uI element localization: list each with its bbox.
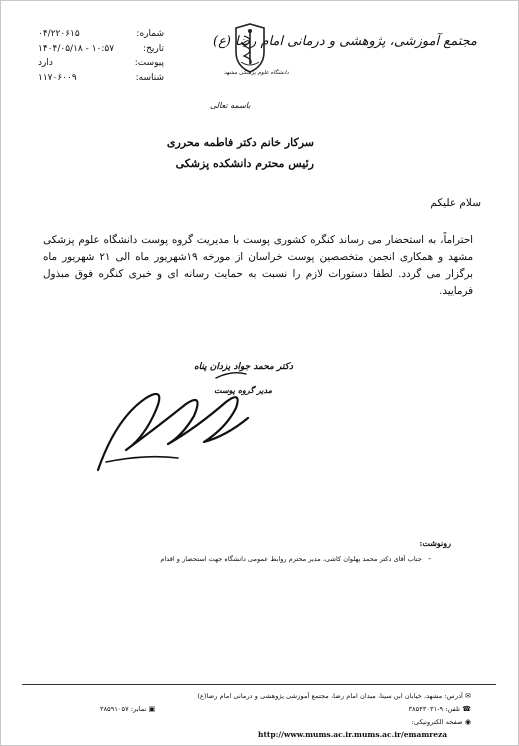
footer-address bbox=[197, 692, 471, 700]
mail-icon: ✉ bbox=[462, 692, 471, 700]
footer-website-label-text: صفحه الکترونیکی: bbox=[411, 718, 463, 726]
footer-website-link[interactable]: http://www.mums.ac.ir.mums.ac.ir/emamreza bbox=[258, 730, 448, 739]
letter-metadata bbox=[38, 27, 164, 85]
meta-value: ۰۴/۲۲۰۶۱۵ bbox=[38, 29, 80, 39]
footer-phone-text: تلفن: ۹-۳۸۵۴۳۰۳۱ bbox=[408, 705, 461, 713]
letter-body: احتراماً، به استحضار می رساند کنگره کشوری پوست با مدیریت گروه پوست دانشگاه علوم پزشکی مشهد و همکاری انجمن متخصصین پوست خراسان از مورخه ۱۹شهریور ماه الی ۲۱ شهریور ماه برگزار می گردد. لطفا دستورات لازم را نسبت به حمایت رسانه ای و خبری کنگره فوق مبذول فرمایید. bbox=[43, 234, 473, 297]
footer-fax-text: نمابر: ۳۸۵۹۱۰۵۷ bbox=[100, 705, 147, 713]
bismillah-heading: باسمه تعالی bbox=[210, 101, 251, 110]
footer-website-label bbox=[412, 718, 471, 726]
handwritten-signature bbox=[86, 358, 256, 478]
footer-phone bbox=[409, 705, 472, 713]
greeting: سلام علیکم bbox=[430, 197, 481, 209]
meta-id bbox=[38, 71, 164, 86]
meta-value: دارد bbox=[38, 58, 53, 68]
meta-value: ۱۱۷۰۶۰۰۹ bbox=[38, 72, 77, 83]
meta-label: تاریخ: bbox=[143, 43, 164, 54]
cc-bullet: - bbox=[428, 554, 431, 563]
meta-label: پیوست: bbox=[134, 58, 164, 68]
meta-value: ۱۴۰۴/۰۵/۱۸ - ۱۰:۵۷ bbox=[38, 43, 115, 54]
footer-address-text: آدرس: مشهد، خیابان ابن سینا، میدان امام رضا، مجتمع آموزشی پژوهشی و درمانی امام رضا(ع) bbox=[197, 692, 463, 700]
fax-icon: ▣ bbox=[146, 705, 156, 713]
signatory-title: مدیر گروه پوست bbox=[214, 385, 272, 395]
meta-label: شماره: bbox=[136, 29, 164, 39]
footer-divider bbox=[22, 684, 496, 685]
meta-number bbox=[38, 27, 164, 42]
signatory-name: دکتر محمد جواد یزدان پناه bbox=[193, 362, 293, 372]
cc-recipient: جناب آقای دکتر محمد پهلوان کاشی، مدیر محترم روابط عمومی دانشگاه جهت استحضار و اقدام bbox=[160, 555, 422, 563]
phone-icon: ☎ bbox=[460, 705, 471, 713]
addressee-block bbox=[167, 132, 314, 174]
meta-date bbox=[38, 42, 164, 57]
cc-label: رونوشت: bbox=[419, 538, 451, 548]
university-emblem-icon bbox=[232, 22, 268, 76]
addressee-title: رئیس محترم دانشکده پزشکی bbox=[175, 157, 314, 170]
organization-name: مجتمع آموزشی، پژوهشی و درمانی امام رضا (ع) bbox=[213, 34, 477, 49]
emblem-caption: دانشگاه علوم پزشکی مشهد bbox=[224, 70, 289, 76]
addressee-name: سرکار خانم دکتر فاطمه محرری bbox=[166, 136, 314, 149]
meta-label: شناسه: bbox=[135, 72, 164, 83]
globe-icon: ◉ bbox=[462, 718, 471, 726]
meta-attachment bbox=[38, 56, 164, 71]
footer-fax bbox=[100, 705, 155, 713]
